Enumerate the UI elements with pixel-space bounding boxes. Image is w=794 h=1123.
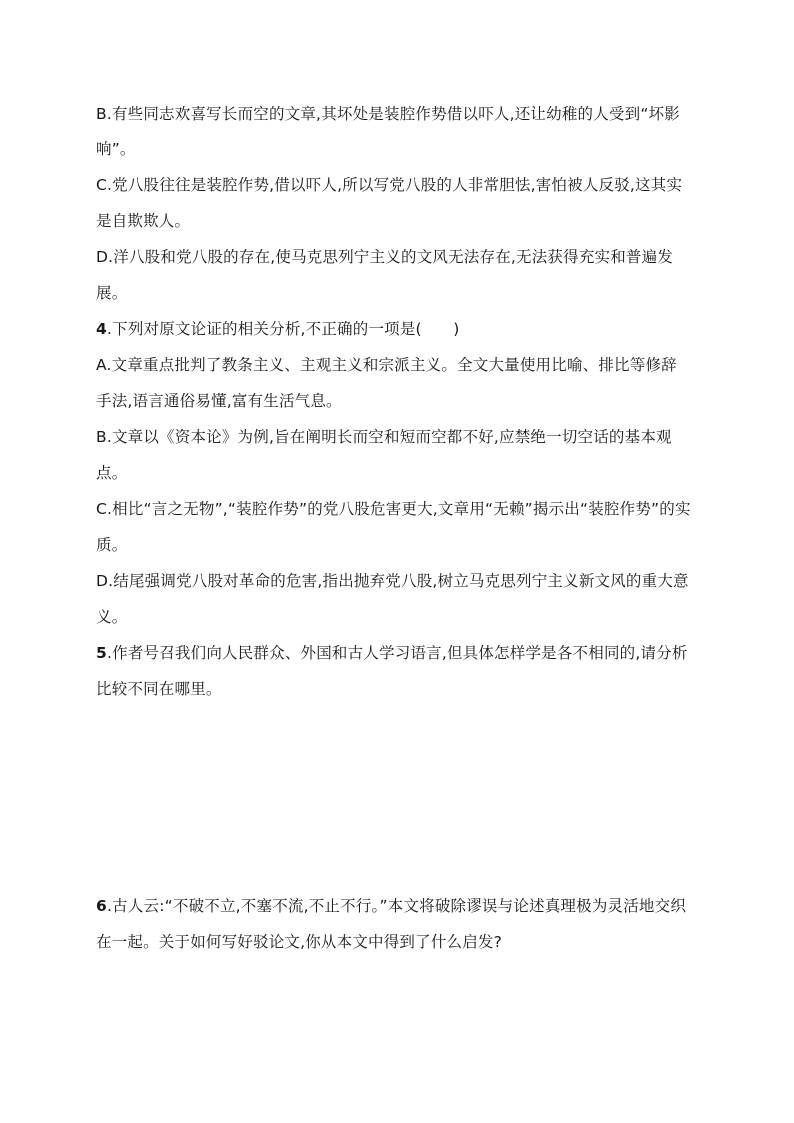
q6-number: 6 [96,897,107,915]
q4-option-c-line2: 质。 [96,536,128,554]
q6-stem-line2: 在一起。关于如何写好驳论文,你从本文中得到了什么启发? [96,933,503,951]
q4-option-a-line1: A.文章重点批判了教条主义、主观主义和宗派主义。全文大量使用比喻、排比等修辞 [96,356,677,374]
q6-stem-text: .古人云:“不破不立,不塞不流,不止不行。”本文将破除谬误与论述真理极为灵活地交织 [107,897,687,915]
q4-stem-text: .下列对原文论证的相关分析,不正确的一项是( ) [107,320,460,338]
q4-option-d-line1: D.结尾强调党八股对革命的危害,指出抛弃党八股,树立马克思列宁主义新文风的重大意 [96,572,689,590]
q5-number: 5 [96,644,107,662]
q3-option-b-line1: B.有些同志欢喜写长而空的文章,其坏处是装腔作势借以吓人,还让幼稚的人受到“坏影 [96,105,680,123]
q3-option-d-line1: D.洋八股和党八股的存在,使马克思列宁主义的文风无法存在,无法获得充实和普遍发 [96,248,674,266]
q4-stem [96,319,706,339]
q3-option-b-line2: 响”。 [96,140,136,158]
q3-option-c-line2: 是自欺欺人。 [96,212,191,230]
q4-option-b-line1: B.文章以《资本论》为例,旨在阐明长而空和短而空都不好,应禁绝一切空话的基本观 [96,428,672,446]
q5-stem-text: .作者号召我们向人民群众、外国和古人学习语言,但具体怎样学是各不相同的,请分析 [107,644,688,662]
q5-stem-line2: 比较不同在哪里。 [96,680,222,698]
q4-option-c-line1: C.相比“言之无物”,“装腔作势”的党八股危害更大,文章用“无赖”揭示出“装腔作势”的实 [96,500,691,518]
q3-option-d-line2: 展。 [96,284,128,302]
q4-option-b-line2: 点。 [96,464,128,482]
q4-option-d-line2: 义。 [96,608,128,626]
q5-stem-line1 [96,643,706,663]
q4-number: 4 [96,320,107,338]
q6-stem-line1 [96,896,706,916]
q3-option-c-line1: C.党八股往往是装腔作势,借以吓人,所以写党八股的人非常胆怯,害怕被人反驳,这其实 [96,176,683,194]
q4-option-a-line2: 手法,语言通俗易懂,富有生活气息。 [96,392,342,410]
